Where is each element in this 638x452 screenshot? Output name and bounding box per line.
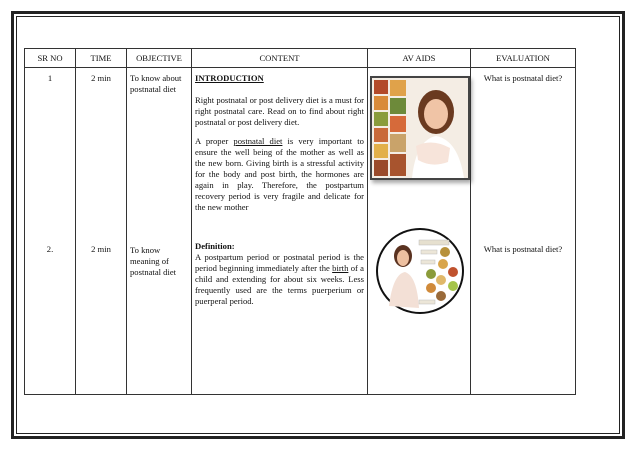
sr-no-cell — [25, 68, 76, 395]
table-header-row — [25, 49, 576, 68]
table-row — [25, 68, 576, 395]
objective-cell — [127, 68, 192, 395]
time-1: 2 min — [91, 73, 111, 83]
header-time: TIME — [76, 49, 127, 68]
evaluation-1: What is postnatal diet? — [483, 73, 563, 83]
postnatal-diet-paragraph: A proper postnatal diet is very important to ensure the well being of the mother as well as the new born. Giving birth is a stressful activity for the body and post birth, the hormones are again in play. Therefore, the postpartum recovery period is very fragile and delicate for the new mother — [195, 136, 364, 212]
content-cell — [192, 68, 368, 395]
header-av-aids: AV AIDS — [368, 49, 471, 68]
sr-no-2: 2. — [46, 244, 54, 254]
time-cell — [76, 68, 127, 395]
definition-heading: Definition: — [195, 241, 235, 251]
intro-paragraph: Right postnatal or post delivery diet is a must for right postnatal care. Read on to find about right postnatal or post delivery diet. — [195, 95, 364, 127]
evaluation-cell — [471, 68, 576, 395]
definition-paragraph: A postpartum period or postnatal period is the period beginning immediately after the birth of a child and extending for about six weeks. Less frequently used are the terms puerperium or puerperal period. — [195, 252, 364, 306]
header-objective: OBJECTIVE — [127, 49, 192, 68]
av-aids-cell — [368, 68, 471, 395]
sr-no-1: 1 — [47, 73, 53, 83]
header-evaluation: EVALUATION — [471, 49, 576, 68]
header-content: CONTENT — [192, 49, 368, 68]
header-sr-no: SR NO — [25, 49, 76, 68]
birth-link[interactable]: birth — [332, 263, 349, 273]
postnatal-diet-link[interactable]: postnatal diet — [233, 136, 283, 146]
lesson-plan-table — [24, 48, 576, 395]
objective-2: To know meaning of postnatal diet — [130, 245, 177, 277]
introduction-heading: INTRODUCTION — [195, 73, 264, 83]
time-2: 2 min — [91, 244, 111, 254]
mother-food-collage-image — [370, 76, 470, 180]
evaluation-2: What is postnatal diet? — [483, 244, 563, 254]
mother-diet-plate-chart-image — [375, 226, 465, 316]
objective-1: To know about postnatal diet — [130, 73, 182, 94]
